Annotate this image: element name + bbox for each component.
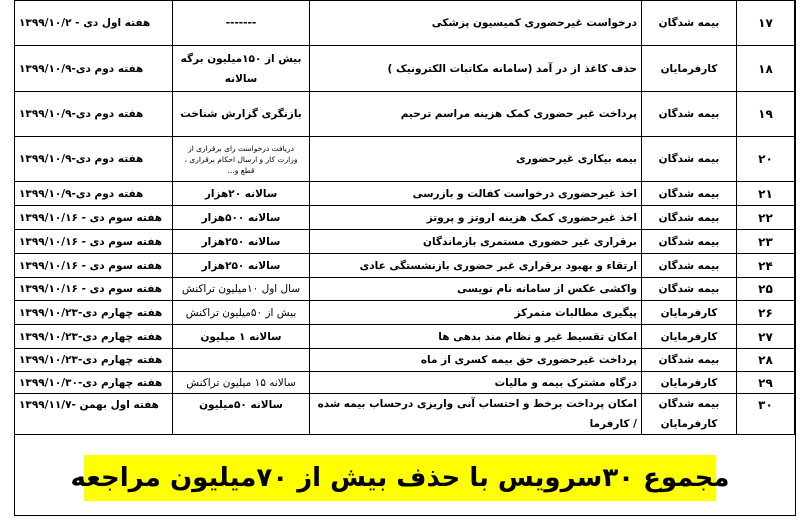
row-date: هفته دوم دی-۱۳۹۹/۱۰/۹ [15, 46, 173, 92]
row-audience: بیمه شدگان [642, 92, 737, 137]
row-date: هفته چهارم دی-۱۳۹۹/۱۰/۳۰ [15, 372, 173, 394]
table-row [15, 349, 795, 372]
row-audience: کارفرمایان [642, 301, 737, 325]
row-number: ۲۰ [737, 137, 795, 182]
row-audience: بیمه شدگان [642, 182, 737, 206]
row-volume: ------- [173, 1, 310, 46]
row-service: پیگیری مطالبات متمرکز [310, 301, 642, 325]
row-volume: بیش از ۱۵۰میلیون برگه سالانه [173, 46, 310, 92]
row-date: هفته سوم دی - ۱۳۹۹/۱۰/۱۶ [15, 230, 173, 254]
row-number: ۲۵ [737, 278, 795, 301]
row-date: هفته دوم دی-۱۳۹۹/۱۰/۹ [15, 137, 173, 182]
table-row [15, 301, 795, 325]
row-volume: سالانه ۱۵ میلیون تراکنش [173, 372, 310, 394]
row-service: حذف کاغذ از در آمد (سامانه مکاتبات الکترونیک ) [310, 46, 642, 92]
table-row [15, 372, 795, 394]
table-row [15, 182, 795, 206]
row-date: هفته سوم دی - ۱۳۹۹/۱۰/۱۶ [15, 206, 173, 230]
row-number: ۲۲ [737, 206, 795, 230]
table-row [15, 230, 795, 254]
row-date: هفته دوم دی-۱۳۹۹/۱۰/۹ [15, 182, 173, 206]
row-volume: بازنگری گزارش شناخت [173, 92, 310, 137]
row-service: بیمه بیکاری غیرحضوری [310, 137, 642, 182]
row-audience: بیمه شدگان [642, 278, 737, 301]
row-volume: سال اول ۱۰میلیون تراکنش [173, 278, 310, 301]
services-table [14, 0, 795, 435]
row-volume: دریافت درخواست رای برقراری از وزارت کار و ارسال احکام برقراری ، قطع و... [173, 137, 310, 182]
row-number: ۲۷ [737, 325, 795, 349]
row-number: ۱۹ [737, 92, 795, 137]
row-service: برقراری غیر حضوری مستمری بازماندگان [310, 230, 642, 254]
row-number: ۲۹ [737, 372, 795, 394]
row-audience: بیمه شدگان [642, 1, 737, 46]
row-audience: بیمه شدگان [642, 230, 737, 254]
row-number: ۱۸ [737, 46, 795, 92]
row-service: امکان تقسیط غیر و نظام مند بدهی ها [310, 325, 642, 349]
table-row [15, 394, 795, 435]
row-number: ۲۳ [737, 230, 795, 254]
row-volume: سالانه ۲۵۰هزار [173, 254, 310, 278]
row-audience: بیمه شدگان [642, 206, 737, 230]
row-volume: سالانه ۲۰هزار [173, 182, 310, 206]
row-service: پرداخت غیر حضوری کمک هزینه مراسم ترحیم [310, 92, 642, 137]
row-number: ۲۸ [737, 349, 795, 372]
row-audience: بیمه شدگان کارفرمایان [642, 394, 737, 435]
summary-banner: مجموع ۳۰سرویس با حذف بیش از ۷۰میلیون مراجعه [84, 455, 716, 501]
table-row [15, 137, 795, 182]
row-date: هفته چهارم دی-۱۳۹۹/۱۰/۲۳ [15, 325, 173, 349]
row-audience: بیمه شدگان [642, 254, 737, 278]
row-number: ۲۶ [737, 301, 795, 325]
table-row [15, 325, 795, 349]
row-volume: سالانه ۲۵۰هزار [173, 230, 310, 254]
row-volume: سالانه ۵۰۰هزار [173, 206, 310, 230]
row-date: هفته سوم دی - ۱۳۹۹/۱۰/۱۶ [15, 278, 173, 301]
row-number: ۲۴ [737, 254, 795, 278]
table-row [15, 46, 795, 92]
table-row [15, 206, 795, 230]
row-service: واکشی عکس از سامانه نام نویسی [310, 278, 642, 301]
row-number: ۲۱ [737, 182, 795, 206]
row-number: ۱۷ [737, 1, 795, 46]
table-row [15, 1, 795, 46]
row-date: هفته دوم دی-۱۳۹۹/۱۰/۹ [15, 92, 173, 137]
row-volume: بیش از ۵۰میلیون تراکنش [173, 301, 310, 325]
table-row [15, 278, 795, 301]
row-service: درگاه مشترک بیمه و مالیات [310, 372, 642, 394]
row-service: پرداخت غیرحضوری حق بیمه کسری از ماه [310, 349, 642, 372]
row-audience: کارفرمایان [642, 372, 737, 394]
row-volume [173, 349, 310, 372]
table-row [15, 92, 795, 137]
row-date: هفته چهارم دی-۱۳۹۹/۱۰/۲۳ [15, 301, 173, 325]
row-date: هفته اول بهمن -۱۳۹۹/۱۱/۷ [15, 394, 173, 435]
row-volume: سالانه ۵۰میلیون [173, 394, 310, 435]
row-date: هفته اول دی - ۱۳۹۹/۱۰/۲ [15, 1, 173, 46]
row-audience: بیمه شدگان [642, 349, 737, 372]
row-service: درخواست غیرحضوری کمیسیون پزشکی [310, 1, 642, 46]
row-date: هفته چهارم دی-۱۳۹۹/۱۰/۲۳ [15, 349, 173, 372]
row-audience: کارفرمایان [642, 325, 737, 349]
row-service: ارتقاء و بهبود برقراری غیر حضوری بازنشستگی عادی [310, 254, 642, 278]
row-volume: سالانه ۱ میلیون [173, 325, 310, 349]
row-number: ۳۰ [737, 394, 795, 435]
row-date: هفته سوم دی - ۱۳۹۹/۱۰/۱۶ [15, 254, 173, 278]
row-service: اخذ غیرحضوری درخواست کفالت و بازرسی [310, 182, 642, 206]
row-audience: بیمه شدگان [642, 137, 737, 182]
row-service: امکان پرداخت برخط و احتساب آنی واریزی درحساب بیمه شده / کارفرما [310, 394, 642, 435]
row-audience: کارفرمایان [642, 46, 737, 92]
row-service: اخذ غیرحضوری کمک هزینه اروتز و پروتز [310, 206, 642, 230]
table-row [15, 254, 795, 278]
